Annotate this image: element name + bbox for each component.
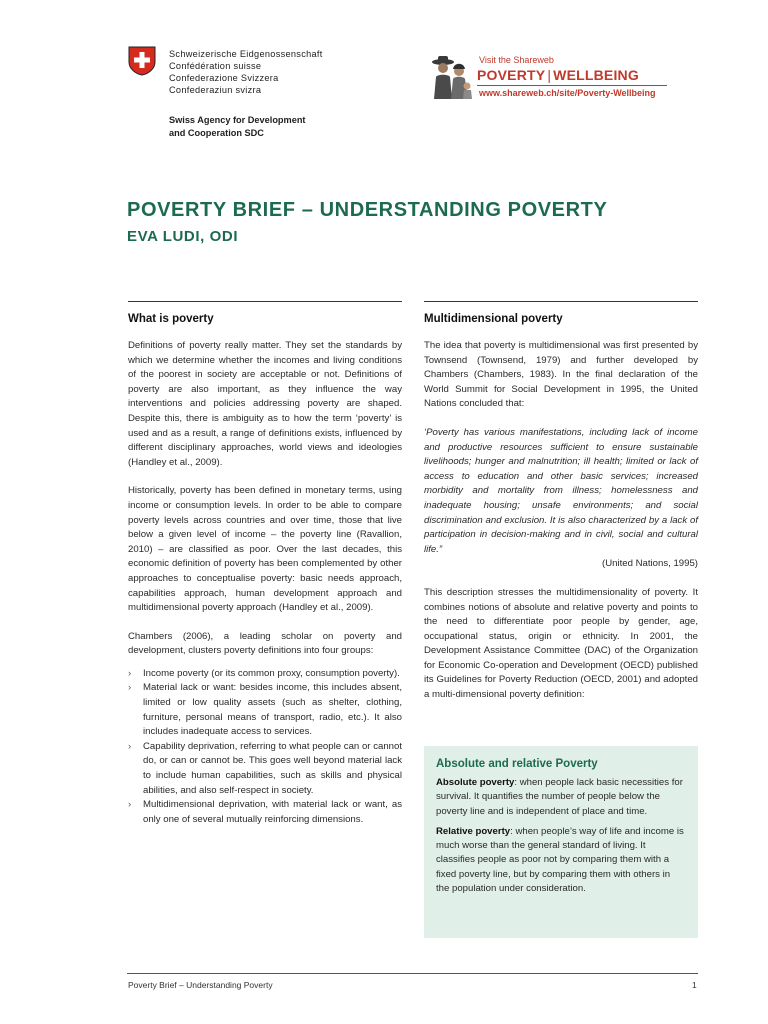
- paragraph: Historically, poverty has been defined in monetary terms, using income or consumption levels. In order to be able to compare poverty levels across countries and over time, those that live below a given level of income – the poverty line (Ravallion, 2010) – are classified as poor. Over the last decades, this economic definition of poverty has been complemented by other approaches to conceptualise poverty: basic needs approach, capabilities approach, human development approach and multidimensional poverty approach (Handley et al., 2009).: [128, 485, 402, 614]
- definition-groups-list: [128, 667, 402, 828]
- relative-poverty-text: : when people’s way of life and income is much worse than the general standard of living. It classifies people as poor not by comparing them with a fixed poverty line, but by comparing them with others in the population under consideration.: [436, 825, 684, 895]
- footer-running-title: Poverty Brief – Understanding Poverty: [128, 980, 273, 990]
- quote-source: (United Nations, 1995): [602, 558, 698, 570]
- agency-line-2: and Cooperation SDC: [169, 128, 264, 138]
- section-rule: [424, 301, 698, 302]
- paragraph: This description stresses the multidimensionality of poverty. It combines notions of absolute and relative poverty and points to the need to differentiate poor people by gender, age, occupational status, origin or ethnicity. In 2001, the Development Assistance Committee (DAC) of the Organization for Economic Co-operation and Development (OECD) published its Guidelines for Poverty Reduction (OECD, 2001) and adopted a multi-dimensional poverty definition:: [424, 586, 698, 701]
- absolute-poverty-text: : when people lack basic necessities for survival. It quantifies the number of people below the poverty line and is independent of place and time.: [436, 777, 683, 817]
- confederation-name-it: Confederazione Svizzera: [169, 73, 279, 83]
- confederation-name-rm: Confederaziun svizra: [169, 85, 262, 95]
- section-heading-multidimensional-poverty: Multidimensional poverty: [424, 313, 563, 325]
- shareweb-logo-text: [477, 67, 639, 83]
- swiss-coat-of-arms-icon: [128, 46, 156, 76]
- page-number: 1: [692, 980, 697, 990]
- section-rule: [128, 301, 402, 302]
- list-item: › Material lack or want: besides income, this includes absent, limited or low quality assets (such as shelter, clothing, furniture, personal means of transport, radio, etc.). It also includes inadequate access to services.: [128, 681, 402, 739]
- document-author: EVA LUDI, ODI: [127, 228, 239, 245]
- list-item: › Capability deprivation, referring to what people can or cannot do, or can or cannot be. This goes well beyond material lack to include human capabilities, such as skills and physical abilities, and also self-respect in society.: [128, 740, 402, 798]
- shareweb-visit-text: Visit the Shareweb: [479, 55, 554, 65]
- confederation-name-fr: Confédération suisse: [169, 61, 262, 71]
- agency-name: [169, 114, 306, 140]
- confederation-name-de: Schweizerische Eidgenossenschaft: [169, 49, 323, 59]
- shareweb-title-poverty: POVERTY: [477, 67, 546, 83]
- shareweb-title-wellbeing: WELLBEING: [553, 67, 639, 83]
- shareweb-people-illustration-icon: [427, 53, 473, 101]
- agency-line-1: Swiss Agency for Development: [169, 115, 306, 125]
- footer-rule: [127, 973, 698, 974]
- shareweb-url-link[interactable]: www.shareweb.ch/site/Poverty-Wellbeing: [479, 88, 656, 98]
- page-header: [0, 0, 768, 160]
- relative-poverty-term: Relative poverty: [436, 825, 511, 837]
- list-item: › Multidimensional deprivation, with material lack or want, as only one of several mutually reinforcing dimensions.: [128, 798, 402, 827]
- absolute-relative-poverty-box: [424, 746, 698, 938]
- section-heading-what-is-poverty: What is poverty: [128, 313, 214, 325]
- list-item: › Income poverty (or its common proxy, consumption poverty).: [128, 667, 402, 682]
- confederation-names: [169, 48, 323, 96]
- absolute-poverty-definition: [436, 776, 686, 819]
- shareweb-title-separator: |: [547, 67, 552, 83]
- shareweb-divider: [477, 85, 667, 86]
- un-quote: ‘Poverty has various manifestations, including lack of income and productive resources sufficient to ensure sustainable livelihoods; hunger and malnutrition; ill health; limited or lack of access to education and other basic services; increased morbidity and mortality from illness; homelessness and inadequate housing; unsafe environments; and social discrimination and exclusion. It is also characterized by a lack of participation in decision-making and in civil, social and cultural life.”: [424, 426, 698, 555]
- paragraph: The idea that poverty is multidimensional was first presented by Townsend (Townsend, 1979) and further developed by Chambers (Chambers, 1983). In the final declaration of the World Summit for Social Development in 1995, the United Nations concluded that:: [424, 340, 698, 410]
- document-title: POVERTY BRIEF – UNDERSTANDING POVERTY: [127, 199, 608, 221]
- box-title: Absolute and relative Poverty: [436, 758, 598, 770]
- left-column: [128, 301, 402, 827]
- absolute-poverty-term: Absolute poverty: [436, 777, 515, 788]
- right-column: [424, 301, 698, 703]
- paragraph: Chambers (2006), a leading scholar on poverty and development, clusters poverty definitions into four groups:: [128, 630, 402, 657]
- paragraph: Definitions of poverty really matter. They set the standards by which we determine whether the incomes and living conditions of the poorest in society are acceptable or not. Definitions of poverty are also important, as they influence the way interventions and policies addressing poverty are shaped. Despite this, there is ambiguity as to how the term ‘poverty’ is used and as a result, a range of definitions exists, influenced by different disciplinary approaches, world views and ideologies (Handley et al., 2009).: [128, 340, 402, 468]
- relative-poverty-definition: [436, 825, 686, 896]
